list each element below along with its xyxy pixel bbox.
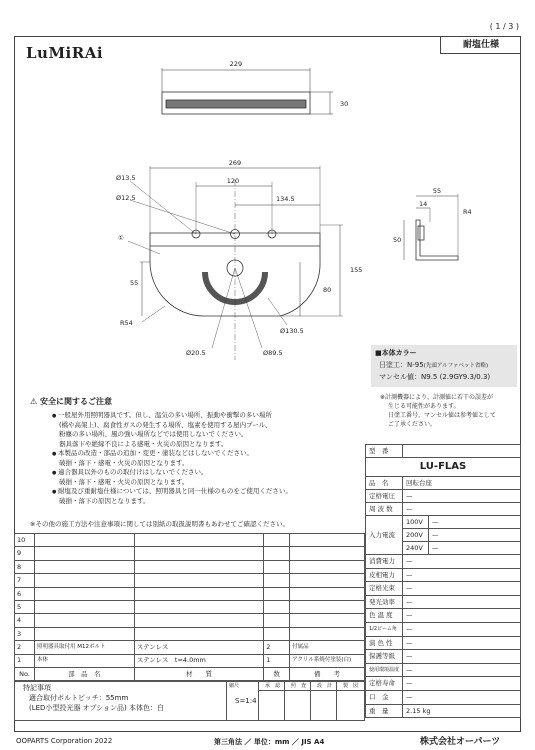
spec-label: 演 色 性 (366, 636, 403, 650)
spec-label: 皮相電力 (366, 568, 403, 582)
dim-dia-20: Ø20.5 (186, 349, 206, 357)
color-nittoko-note: (先頭アルファベット省略) (423, 363, 489, 369)
parts-cell-material: ステンレス t=4.0mm (134, 654, 264, 667)
spec-label: 使用環境温度 (366, 663, 403, 677)
special-notes-line: 適合取付ボルトピッチ：55mm (29, 694, 129, 702)
spec-label: 品 名 (366, 477, 403, 490)
model-number: LU-FLAS (366, 458, 521, 477)
copyright: OOPARTS Corporation 2022 (16, 737, 113, 745)
spec-value: — (403, 609, 521, 623)
caution-item: ● 適合器具以外のものの取付けはしないでください。 (52, 468, 340, 478)
spec-label: 消費電力 (366, 555, 403, 569)
special-notes-line: (LED小型投光器 オプション品) 本体色：白 (29, 704, 164, 712)
spec-value: 2.15 kg (403, 704, 521, 718)
spec-row (366, 490, 521, 503)
parts-cell-no: 10 (15, 534, 35, 547)
part-marker: ① (118, 234, 124, 242)
spec-label: 色 温 度 (366, 609, 403, 623)
projection-info: 第三角法 ／ 単位：mm ／ JIS A4 (214, 738, 325, 746)
spec-label: 定格電圧 (366, 490, 403, 503)
dim-top-width: 229 (229, 60, 243, 68)
spec-value: — (403, 690, 521, 704)
parts-cell-no: 7 (15, 574, 35, 587)
parts-cell-no: 9 (15, 547, 35, 560)
parts-cell-material (134, 600, 264, 613)
spec-row (366, 516, 521, 529)
spec-value: — (403, 582, 521, 596)
parts-cell-name (34, 627, 134, 640)
spec-row (366, 568, 521, 582)
parts-cell-material (134, 587, 264, 600)
spec-value: — (403, 650, 521, 664)
parts-cell-material (134, 627, 264, 640)
parts-cell-note (290, 547, 365, 560)
table-row (15, 574, 365, 587)
spec-value: — (403, 595, 521, 609)
caution-item: ● 本製品の改造・部品の追加・変更・塗装などはしないでください。 (52, 449, 340, 459)
measurement-note-line: ※計測機器により、計測値に若干の誤差が (380, 394, 494, 401)
sign-label: 製 図 (343, 683, 359, 689)
voltage-label: 240V (403, 542, 429, 555)
dim-hole-pitch-2: 134.5 (276, 195, 295, 203)
spec-row (366, 555, 521, 569)
spec-label: 周 波 数 (366, 503, 403, 516)
spec-label: 保護等級 (366, 650, 403, 664)
spec-value: — (428, 529, 520, 542)
spec-row (366, 609, 521, 623)
parts-cell-note (290, 627, 365, 640)
spec-row (366, 582, 521, 596)
parts-cell-qty (264, 614, 290, 627)
table-row (15, 547, 365, 560)
caution-footnote: ※その他の施工方法や注意事項に関しては別紙の取扱説明書もあわせてご確認ください。 (30, 520, 289, 528)
color-nittoko-value: 日塗工：N-95 (379, 361, 424, 369)
dim-radius: R54 (120, 319, 133, 327)
spec-value: 回転台座 (403, 477, 521, 490)
dim-side-radius: R4 (463, 208, 472, 216)
parts-cell-qty: 2 (264, 641, 290, 654)
sign-label: 照 査 (291, 683, 307, 689)
parts-cell-no: 6 (15, 587, 35, 600)
special-notes (14, 681, 365, 721)
spec-label: 型 番 (366, 445, 403, 458)
parts-cell-material (134, 560, 264, 573)
sign-label: 承 認 (265, 683, 281, 689)
parts-header-no: No. (15, 667, 35, 680)
spec-label: 発光効率 (366, 595, 403, 609)
parts-cell-qty (264, 534, 290, 547)
dim-hole-dia-2: Ø12.5 (116, 194, 136, 202)
spec-label: 定格光束 (366, 582, 403, 596)
spec-value: — (403, 568, 521, 582)
parts-cell-qty (264, 627, 290, 640)
parts-cell-note: 付属品 (290, 641, 365, 654)
parts-cell-material (134, 534, 264, 547)
caution-item: (橋や高架上)、腐食性ガスの発生する場所、塩素を使用する屋内プール、 (59, 420, 272, 429)
spec-row (366, 458, 521, 477)
spec-row (366, 704, 521, 718)
parts-cell-no: 1 (15, 654, 35, 667)
color-munsell: マンセル値：N9.5 (2.9GY9.3/0.3) (379, 373, 491, 381)
spec-blank (403, 445, 521, 458)
parts-cell-name (34, 534, 134, 547)
parts-cell-qty (264, 547, 290, 560)
spec-row (366, 445, 521, 458)
warning-icon: ⚠ (30, 397, 38, 406)
parts-header-name: 部 品 名 (34, 667, 134, 680)
spec-row (366, 677, 521, 691)
voltage-label: 100V (403, 516, 429, 529)
caution-item: 破損・落下・感電・火災の原因となります。 (59, 458, 189, 467)
spec-label: 入力電流 (366, 516, 403, 555)
spec-label: 1/2ビーム角 (366, 622, 403, 636)
dim-55: 55 (130, 279, 139, 287)
parts-cell-name (34, 560, 134, 573)
table-row (15, 614, 365, 627)
dim-side-width: 55 (432, 187, 442, 195)
parts-cell-no: 2 (15, 641, 35, 654)
dim-hole-pitch-1: 120 (226, 177, 240, 185)
spec-row (366, 650, 521, 664)
parts-cell-no: 3 (15, 627, 35, 640)
spec-label: 口 金 (366, 690, 403, 704)
spec-value: — (428, 542, 520, 555)
spec-table (365, 444, 521, 718)
parts-cell-qty (264, 600, 290, 613)
dim-side-height: 50 (393, 236, 402, 244)
spec-tag: 耐塩仕様 (440, 37, 521, 54)
spec-label: 重 量 (366, 704, 403, 718)
spec-value: — (403, 622, 521, 636)
parts-cell-material: ステンレス (134, 641, 264, 654)
parts-cell-name (34, 574, 134, 587)
color-title: ■本体カラー (375, 349, 417, 357)
parts-table (14, 533, 365, 681)
parts-cell-name (34, 587, 134, 600)
parts-cell-note (290, 574, 365, 587)
spec-value: — (403, 503, 521, 516)
color-nittoko (379, 362, 488, 370)
parts-header-qty: 数 (264, 667, 290, 680)
company-name: 株式会社オーパーツ (420, 737, 501, 747)
parts-cell-material (134, 614, 264, 627)
parts-cell-qty (264, 560, 290, 573)
table-row (15, 534, 365, 547)
spec-row (366, 663, 521, 677)
spec-value: — (403, 663, 521, 677)
table-row (15, 627, 365, 640)
measurement-note-line: ご了承ください。 (388, 421, 437, 428)
scale-label: 縮尺 (229, 683, 240, 689)
voltage-label: 200V (403, 529, 429, 542)
parts-cell-qty (264, 574, 290, 587)
dim-height: 155 (350, 266, 363, 274)
parts-cell-name: 本体 (34, 654, 134, 667)
table-row (15, 641, 365, 654)
dim-side-flange: 14 (419, 200, 428, 208)
parts-cell-note (290, 534, 365, 547)
spec-row (366, 622, 521, 636)
spec-value: — (403, 490, 521, 503)
parts-cell-note (290, 614, 365, 627)
parts-cell-no: 8 (15, 560, 35, 573)
parts-cell-qty (264, 587, 290, 600)
parts-cell-name (34, 614, 134, 627)
dim-top-height: 30 (340, 100, 349, 108)
spec-label: 定格寿命 (366, 677, 403, 691)
table-row (15, 600, 365, 613)
dim-hole-dia-1: Ø13.5 (116, 174, 136, 182)
brand-logo: LuMiRAi (26, 44, 104, 62)
parts-cell-no: 4 (15, 614, 35, 627)
dim-dia-89: Ø89.5 (263, 349, 283, 357)
parts-header-note: 備 考 (290, 667, 365, 680)
caution-item: ● 一般屋外用照明器具です。但し、温気の多い場所、振動や衝撃の多い場所 (52, 411, 340, 421)
parts-cell-name (34, 600, 134, 613)
caution-item: 粉塵の多い場所、風の強い場所などでは使用しないでください。 (59, 430, 248, 438)
spec-value: — (403, 636, 521, 650)
caution-heading (30, 396, 340, 407)
parts-header-material: 材 質 (134, 667, 264, 680)
parts-cell-no: 5 (15, 600, 35, 613)
dim-circle: Ø130.5 (280, 327, 304, 335)
spec-row (366, 595, 521, 609)
table-row (15, 654, 365, 667)
caution-item: ● 耐塩及び重耐塩仕様については、照明器具と同一仕様のものをご使用ください。 (52, 487, 340, 497)
spec-row (366, 636, 521, 650)
spec-value: — (403, 555, 521, 569)
spec-value: — (403, 677, 521, 691)
parts-cell-note (290, 560, 365, 573)
caution-item: 破損・落下・感電・火災の原因となります。 (59, 477, 189, 486)
parts-cell-material (134, 574, 264, 587)
parts-cell-qty: 1 (264, 654, 290, 667)
table-header-row (15, 667, 365, 680)
sign-label: 設 計 (317, 683, 333, 689)
spec-row (366, 477, 521, 490)
table-row (15, 587, 365, 600)
page-number: ( 1 / 3 ) (489, 22, 519, 31)
measurement-note-line: 生じる可能性があります。 (388, 403, 460, 410)
parts-cell-material (134, 547, 264, 560)
caution-item: 器具落下や絶縁不良による感電・火災の原因となります。 (59, 439, 228, 448)
measurement-note-line: 日塗工番号、マンセル値は参考値として (388, 412, 497, 419)
safety-caution (30, 396, 340, 506)
special-notes-label: 特記事項 (23, 684, 51, 692)
spec-row (366, 690, 521, 704)
scale-value: S=1:4 (235, 697, 257, 705)
spec-row (366, 503, 521, 516)
parts-cell-note: アクリル系焼付塗装(白) (290, 654, 365, 667)
parts-cell-note (290, 587, 365, 600)
caution-item: 破損・落下の原因となります。 (59, 496, 150, 505)
caution-heading-text: 安全に関するご注意 (39, 397, 112, 406)
body-color-box (371, 345, 517, 387)
dim-80: 80 (323, 286, 332, 294)
parts-cell-name: 照明器具取付用 M12ボルト (34, 641, 134, 654)
table-row (15, 560, 365, 573)
spec-value: — (428, 516, 520, 529)
dim-overall-width: 269 (228, 159, 242, 167)
measurement-note (380, 393, 496, 429)
parts-cell-note (290, 600, 365, 613)
parts-cell-name (34, 547, 134, 560)
